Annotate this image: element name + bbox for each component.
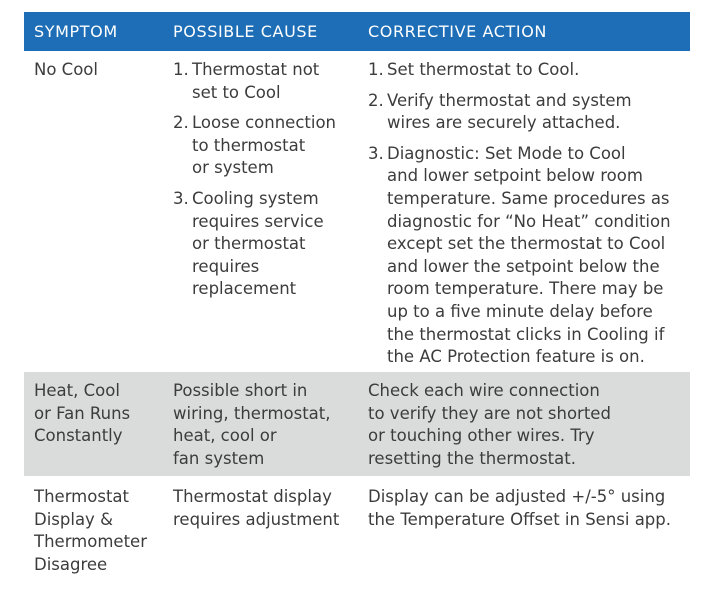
list-item: [368, 143, 686, 369]
symptom-cell: [34, 59, 164, 82]
cause-text: heat, cool or: [173, 426, 277, 446]
troubleshooting-table: [24, 12, 690, 590]
action-text: Display can be adjusted +/-5° using: [368, 487, 666, 506]
item-text: to thermostat: [192, 135, 306, 155]
symptom-text: Thermostat: [34, 487, 129, 506]
item-text: or thermostat: [192, 234, 306, 254]
item-text: the AC Protection feature is on.: [387, 347, 645, 367]
symptom-text: Thermometer: [34, 532, 147, 552]
item-text: Thermostat not: [192, 60, 320, 79]
action-cell: [368, 59, 686, 377]
item-number: 1.: [173, 60, 189, 79]
item-text: except set the thermostat to Cool: [387, 234, 666, 254]
cause-cell: [173, 380, 358, 470]
list-item: [173, 112, 358, 180]
item-text: diagnostic for “No Heat” condition: [387, 211, 671, 231]
item-number: 2.: [173, 113, 189, 133]
list-item: [173, 188, 358, 301]
action-text: to verify they are not shorted: [368, 403, 611, 423]
list-item: [368, 59, 686, 82]
item-text: Diagnostic: Set Mode to Cool: [387, 143, 626, 163]
action-text: Check each wire connection: [368, 381, 600, 400]
item-text: the thermostat clicks in Cooling if: [387, 324, 665, 344]
cause-text: wiring, thermostat,: [173, 403, 331, 423]
table-header: [24, 12, 690, 51]
item-text: temperature. Same procedures as: [387, 188, 670, 208]
cause-text: fan system: [173, 448, 265, 468]
cause-cell: [173, 59, 358, 309]
symptom-text: Heat, Cool: [34, 381, 120, 400]
cause-text: Possible short in: [173, 381, 308, 400]
item-text: Set thermostat to Cool.: [387, 60, 580, 79]
cause-text: requires adjustment: [173, 509, 340, 529]
table-row: [24, 478, 690, 590]
item-text: Loose connection: [192, 113, 336, 133]
action-text: or touching other wires. Try: [368, 426, 595, 446]
action-text: the Temperature Offset in Sensi app.: [368, 509, 672, 529]
item-text: or system: [192, 158, 274, 178]
table-row: [24, 372, 690, 478]
item-text: wires are securely attached.: [387, 113, 621, 133]
action-cell: [368, 380, 686, 470]
action-cell: [368, 486, 686, 531]
cause-text: Thermostat display: [173, 487, 332, 506]
symptom-text: Display &: [34, 509, 113, 529]
table-row: [24, 51, 690, 372]
item-number: 1.: [368, 60, 384, 79]
symptom-cell: [34, 380, 164, 448]
item-text: Cooling system: [192, 188, 319, 208]
item-text: and lower the setpoint below the: [387, 256, 660, 276]
item-text: Verify thermostat and system: [387, 90, 632, 110]
action-list: [368, 59, 686, 369]
item-number: 2.: [368, 90, 384, 110]
list-item: [173, 59, 358, 104]
item-text: room temperature. There may be: [387, 279, 664, 299]
item-text: requires service: [192, 211, 324, 231]
symptom-text: or Fan Runs: [34, 403, 131, 423]
item-text: and lower setpoint below room: [387, 166, 643, 186]
symptom-text: Disagree: [34, 554, 108, 574]
symptom-cell: [34, 486, 164, 576]
header-symptom: SYMPTOM: [34, 22, 118, 41]
symptom-text: Constantly: [34, 426, 123, 446]
item-number: 3.: [368, 143, 384, 163]
item-text: up to a five minute delay before: [387, 301, 653, 321]
cause-cell: [173, 486, 358, 531]
action-text: resetting the thermostat.: [368, 448, 576, 468]
symptom-text: No Cool: [34, 60, 98, 79]
header-corrective-action: CORRECTIVE ACTION: [368, 22, 548, 41]
item-text: set to Cool: [192, 82, 281, 102]
cause-list: [173, 59, 358, 301]
item-text: replacement: [192, 279, 297, 299]
item-number: 3.: [173, 188, 189, 208]
header-possible-cause: POSSIBLE CAUSE: [173, 22, 318, 41]
item-text: requires: [192, 256, 260, 276]
list-item: [368, 90, 686, 135]
